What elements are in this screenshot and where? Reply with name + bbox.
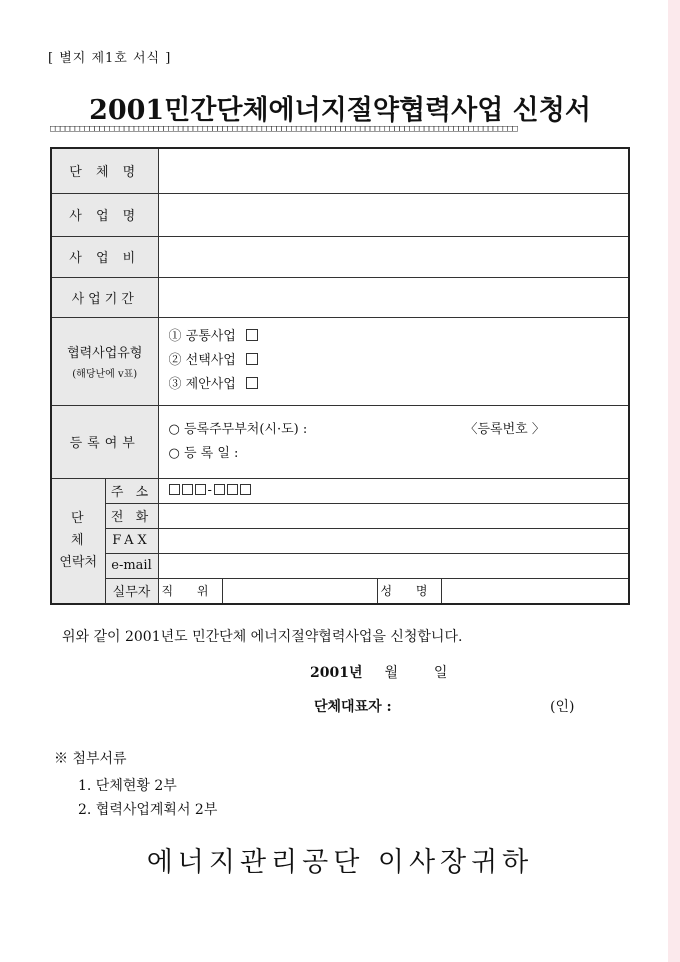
contact-group-label-2: 연락처 bbox=[59, 554, 98, 570]
document-title: 2001민간단체에너지절약협력사업 신청서 bbox=[89, 95, 591, 126]
postal-box-icon bbox=[169, 484, 180, 495]
registration-row bbox=[51, 405, 629, 478]
attachments-header: ※ 첨부서류 bbox=[54, 751, 127, 767]
postal-box-icon bbox=[214, 484, 225, 495]
email-field[interactable] bbox=[158, 553, 629, 578]
project-type-label: 협력사업유형 bbox=[67, 346, 143, 361]
phone-label: 전 화 bbox=[105, 503, 158, 528]
address-label: 주 소 bbox=[105, 478, 158, 503]
postal-box-icon bbox=[182, 484, 193, 495]
fax-label: FAX bbox=[105, 528, 158, 553]
application-form-table bbox=[50, 147, 630, 605]
date-day: 일 bbox=[433, 665, 448, 681]
staff-label: 실무자 bbox=[105, 578, 158, 604]
registration-fields bbox=[158, 405, 629, 478]
project-period-row bbox=[51, 277, 629, 317]
attachment-item: 2. 협력사업계획서 2부 bbox=[78, 802, 218, 818]
position-label: 직 위 bbox=[158, 578, 222, 604]
project-cost-field[interactable] bbox=[158, 236, 629, 277]
address-row bbox=[51, 478, 629, 503]
org-name-row bbox=[51, 148, 629, 193]
staff-row bbox=[51, 578, 629, 604]
email-row bbox=[51, 553, 629, 578]
project-cost-label: 사 업 비 bbox=[51, 236, 158, 277]
phone-row bbox=[51, 503, 629, 528]
representative-label: 단체대표자 : bbox=[314, 699, 392, 715]
project-cost-row bbox=[51, 236, 629, 277]
type-option-proposal bbox=[169, 373, 629, 397]
staff-name-field[interactable] bbox=[441, 578, 629, 604]
email-label: e-mail bbox=[105, 553, 158, 578]
org-name-label: 단 체 명 bbox=[51, 148, 158, 193]
page-edge bbox=[668, 0, 680, 962]
project-type-note: (해당난에 v표) bbox=[72, 369, 138, 380]
type-option-common bbox=[169, 325, 629, 349]
title-decoration: □□□□□□□□□□□□□□□□□□□□□□□□□□□□□□□□□□□□□□□□□□□□□□□□□□□□□□□□□□□□□□□□□□□□□□□□□□□□□□□□□□□□□□□□□□□□□□□ bbox=[50, 125, 518, 134]
position-field[interactable] bbox=[222, 578, 377, 604]
project-period-field[interactable] bbox=[158, 277, 629, 317]
registration-number-label: 〈등록번호 〉 bbox=[464, 421, 545, 437]
attachment-item: 1. 단체현황 2부 bbox=[78, 778, 177, 794]
project-type-row bbox=[51, 317, 629, 405]
date-month: 월 bbox=[384, 665, 398, 681]
type-option-label: ① 공통사업 bbox=[168, 329, 236, 344]
project-name-label: 사 업 명 bbox=[51, 193, 158, 236]
project-type-options bbox=[158, 317, 629, 405]
contact-group-label-1: 단 체 bbox=[70, 510, 94, 548]
project-name-field[interactable] bbox=[158, 193, 629, 236]
registration-date-label: ○ 등 록 일 : bbox=[168, 445, 239, 461]
checkbox-icon[interactable] bbox=[246, 377, 258, 389]
fax-field[interactable] bbox=[158, 528, 629, 553]
type-option-label: ② 선택사업 bbox=[168, 353, 236, 368]
contact-group-label bbox=[51, 478, 105, 604]
phone-field[interactable] bbox=[158, 503, 629, 528]
application-date bbox=[310, 662, 447, 682]
registration-label: 등록여부 bbox=[51, 405, 158, 478]
fax-row bbox=[51, 528, 629, 553]
registration-ministry-label: ○ 등록주무부처(시·도) : bbox=[168, 421, 308, 437]
type-option-select bbox=[169, 349, 629, 373]
application-statement: 위와 같이 2001년도 민간단체 에너지절약협력사업을 신청합니다. bbox=[62, 629, 463, 645]
form-number-label: [ 별지 제1호 서식 ] bbox=[48, 51, 172, 66]
postal-box-icon bbox=[227, 484, 238, 495]
address-field[interactable]: - bbox=[158, 478, 629, 503]
project-period-label: 사업기간 bbox=[51, 277, 158, 317]
postal-box-icon bbox=[195, 484, 206, 495]
recipient-line: 에너지관리공단 이사장귀하 bbox=[146, 847, 534, 878]
date-year: 2001년 bbox=[310, 665, 363, 681]
seal-label: (인) bbox=[550, 699, 575, 715]
postal-box-icon bbox=[240, 484, 251, 495]
checkbox-icon[interactable] bbox=[246, 329, 258, 341]
project-type-label-cell bbox=[51, 317, 158, 405]
project-name-row bbox=[51, 193, 629, 236]
org-name-field[interactable] bbox=[158, 148, 629, 193]
staff-name-label: 성 명 bbox=[377, 578, 441, 604]
type-option-label: ③ 제안사업 bbox=[168, 377, 236, 392]
checkbox-icon[interactable] bbox=[246, 353, 258, 365]
